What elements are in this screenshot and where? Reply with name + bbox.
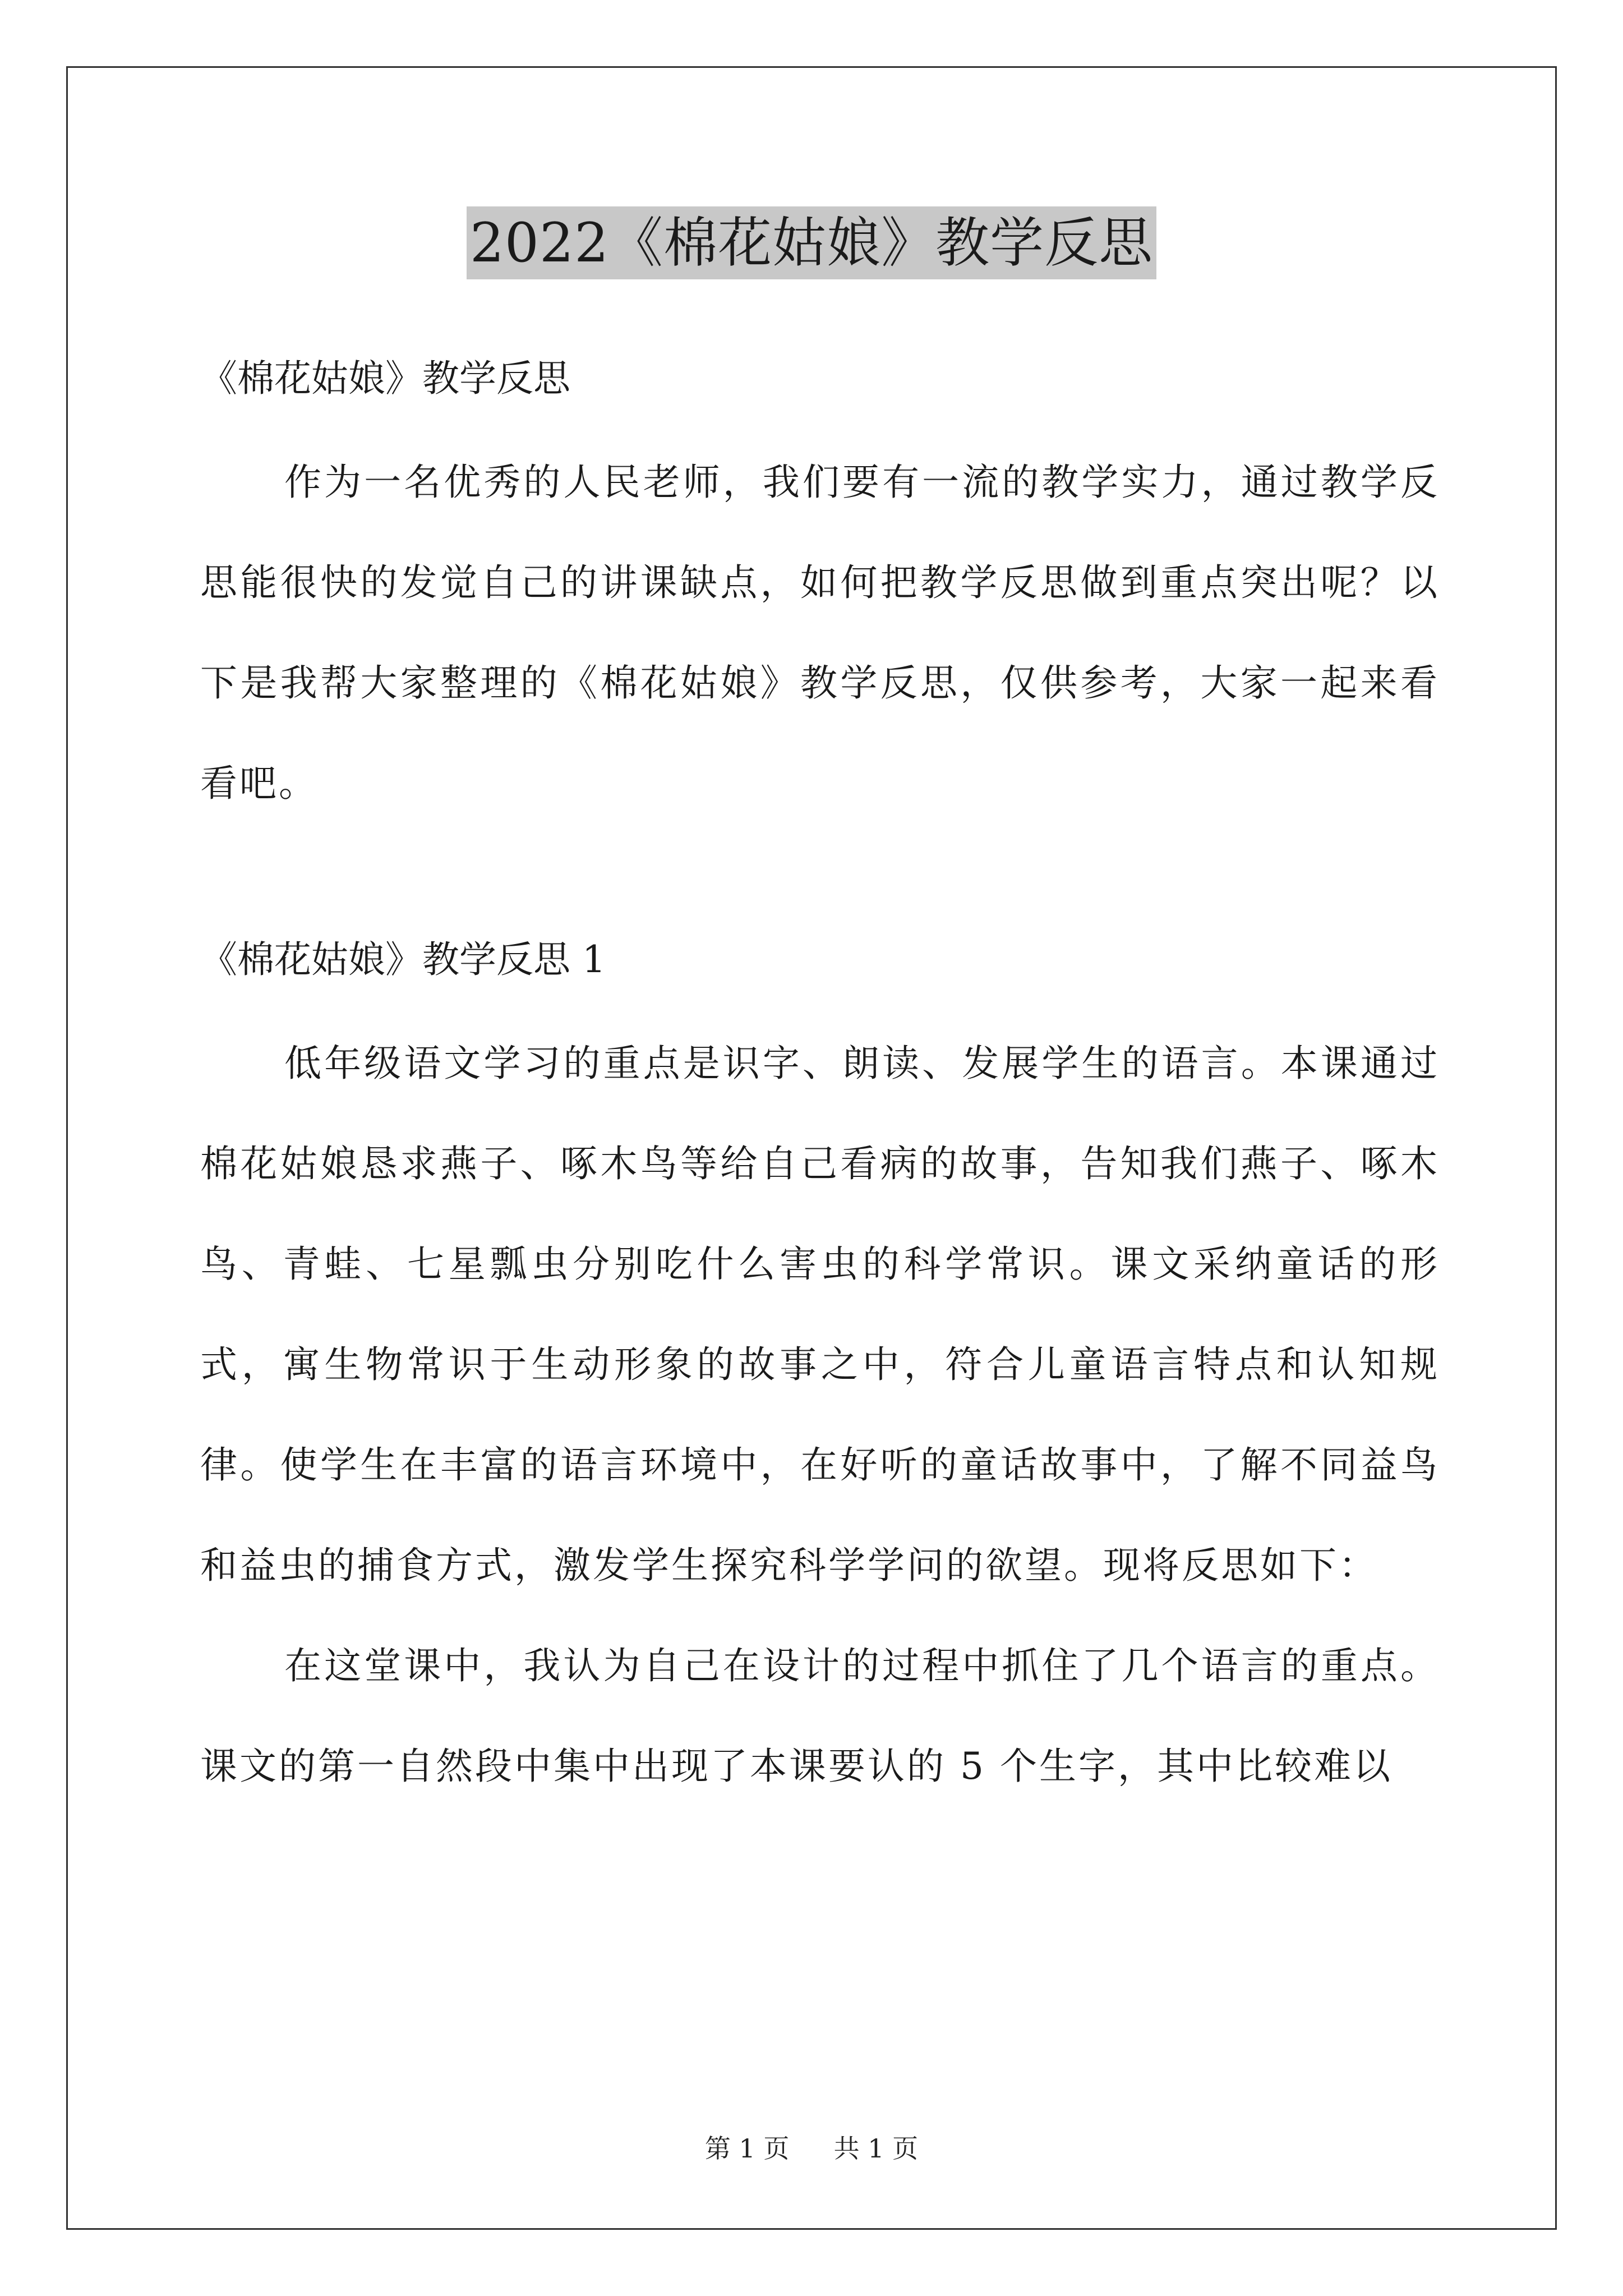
section1-heading: 《棉花姑娘》教学反思 1 [200,938,606,981]
page-footer [0,2132,1623,2165]
title-wrap [0,206,1623,279]
section1-paragraph-1: 低年级语文学习的重点是识字、朗读、发展学生的语言。本课通过棉花姑娘恳求燕子、啄木鸟等给自己看病的故事，告知我们燕子、啄木鸟、青蛙、七星瓢虫分别吃什么害虫的科学常识。课文采纳童话的形式，寓生物常识于生动形象的故事之中，符合儿童语言特点和认知规律。使学生在丰富的语言环境中，在好听的童话故事中，了解不同益鸟和益虫的捕食方式，激发学生探究科学学问的欲望。现将反思如下： [200,1042,1440,1587]
document-title: 2022《棉花姑娘》教学反思 [467,206,1156,279]
intro-heading: 《棉花姑娘》教学反思 [200,357,570,400]
intro-paragraph: 作为一名优秀的人民老师，我们要有一流的教学实力，通过教学反思能很快的发觉自己的讲课缺点，如何把教学反思做到重点突出呢？以下是我帮大家整理的《棉花姑娘》教学反思，仅供参考，大家一起来看看吧。 [200,461,1440,805]
page-number-total: 共 1 页 [833,2133,919,2164]
section1-paragraph-2: 在这堂课中，我认为自己在设计的过程中抓住了几个语言的重点。课文的第一自然段中集中出现了本课要认的 5 个生字，其中比较难以 [200,1644,1440,1788]
document-body [200,348,1440,1816]
page-number-current: 第 1 页 [704,2133,790,2164]
